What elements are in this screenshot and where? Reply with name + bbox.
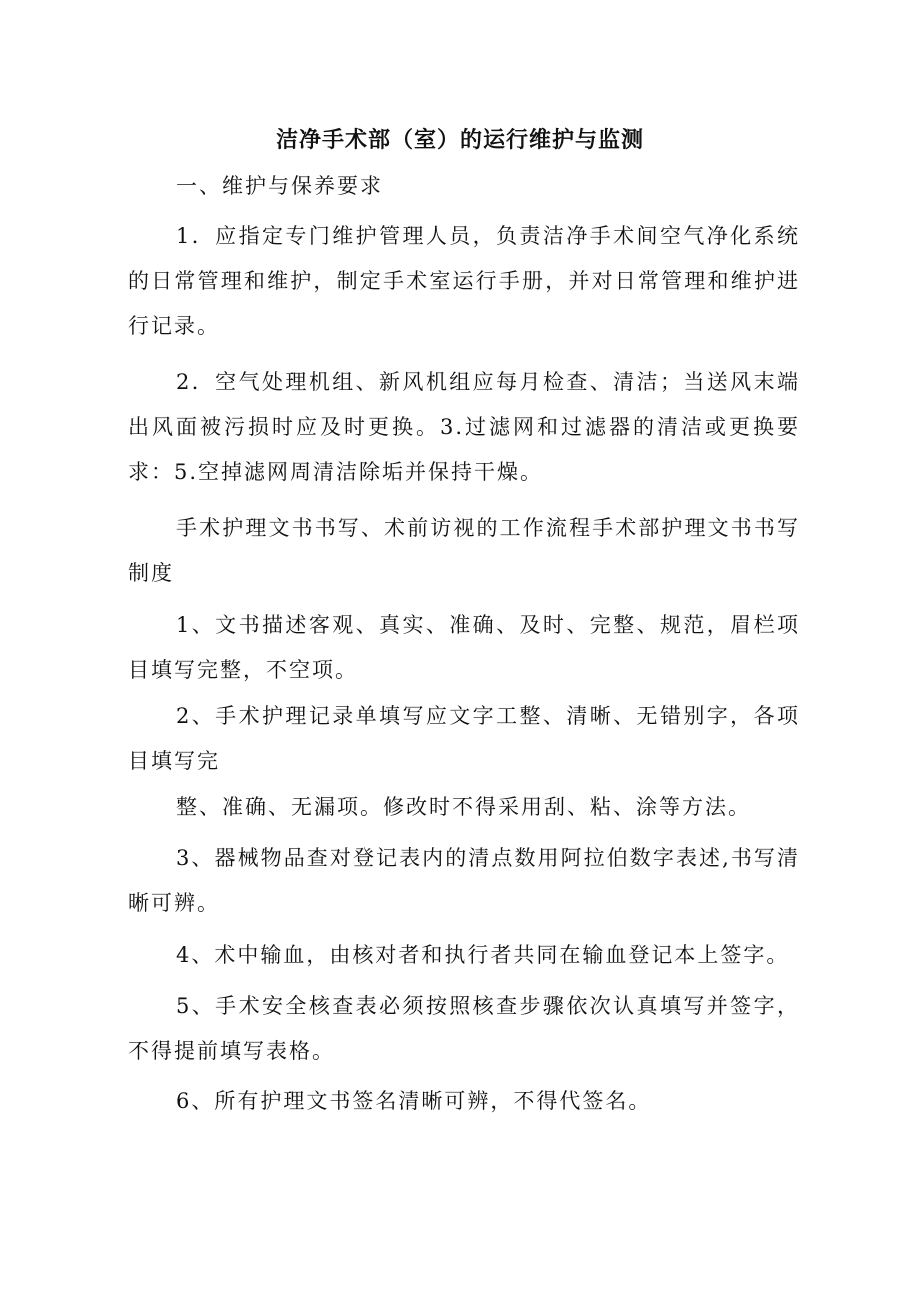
section-heading-maintenance: 一、维护与保养要求	[176, 174, 383, 198]
list-item-1: 1、文书描述客观、真实、准确、及时、完整、规范，眉栏项目填写完整，不空项。	[128, 613, 800, 682]
list-item-2-continued: 整、准确、无漏项。修改时不得采用刮、粘、涂等方法。	[176, 795, 751, 819]
paragraph-maintenance-staff: 1．应指定专门维护管理人员，负责洁净手术间空气净化系统的日常管理和维护，制定手术室运行手册，并对日常管理和维护进行记录。	[128, 224, 800, 338]
paragraph-air-handling: 2．空气处理机组、新风机组应每月检查、清洁；当送风末端出风面被污损时应及时更换。3.过滤网和过滤器的清洁或更换要求：5.空掉滤网周清洁除垢并保持干燥。	[128, 370, 800, 484]
paragraph-nursing-docs-heading: 手术护理文书书写、术前访视的工作流程手术部护理文书书写制度	[128, 516, 800, 585]
list-item-3: 3、器械物品查对登记表内的清点数用阿拉伯数字表述,书写清晰可辨。	[128, 846, 800, 915]
list-item-6: 6、所有护理文书签名清晰可辨，不得代签名。	[176, 1089, 652, 1113]
list-item-5: 5、手术安全核查表必须按照核查步骤依次认真填写并签字，不得提前填写表格。	[128, 994, 800, 1063]
document-title: 洁净手术部（室）的运行维护与监测	[275, 128, 644, 153]
list-item-4: 4、术中输血，由核对者和执行者共同在输血登记本上签字。	[176, 943, 790, 967]
list-item-2: 2、手术护理记录单填写应文字工整、清晰、无错别字，各项目填写完	[128, 704, 800, 773]
